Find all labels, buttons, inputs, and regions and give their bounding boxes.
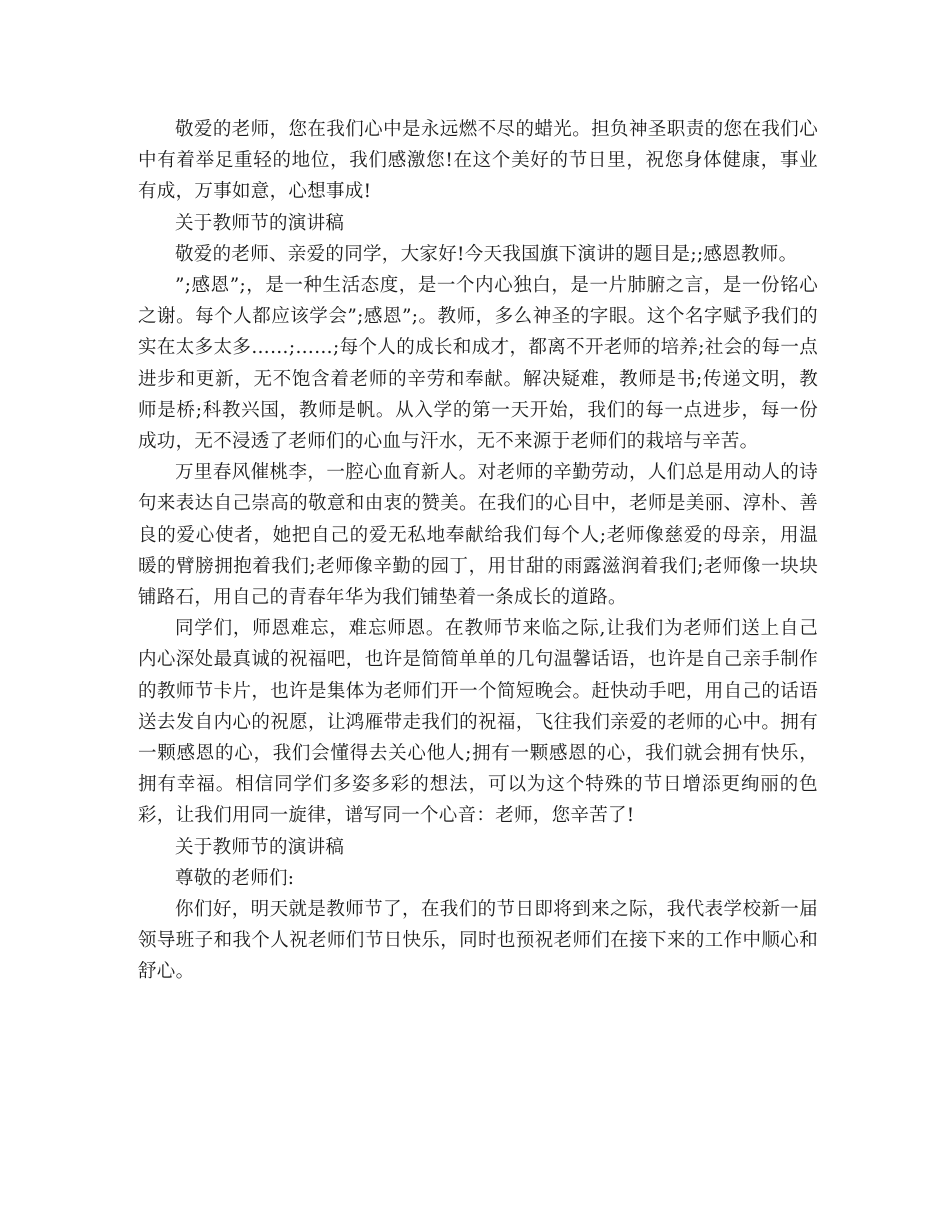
section-heading-1: 关于教师节的演讲稿 [175,212,345,234]
paragraph-classmates: 同学们，师恩难忘，难忘师恩。在教师节来临之际,让我们为老师们送上自己内心深处最真诚的祝福吧，也许是简简单单的几句温馨话语，也许是自己亲手制作的教师节卡片，也许是集体为老师们开一个简短晚会。赶快动手吧，用自己的话语送去发自内心的祝愿，让鸿雁带走我们的祝福，飞往我们亲爱的老师的心中。拥有一颗感恩的心，我们会懂得去关心他人;拥有一颗感恩的心，我们就会拥有快乐，拥有幸福。相信同学们多姿多彩的想法，可以为这个特殊的节日增添更绚丽的色彩，让我们用同一旋律，谱写同一个心音：老师，您辛苦了! [138,618,818,827]
paragraph-teachers-day: 你们好，明天就是教师节了，在我们的节日即将到来之际，我代表学校新一届领导班子和我个人祝老师们节日快乐，同时也预祝老师们在接下来的工作中顺心和舒心。 [138,899,818,983]
document-body [138,114,818,988]
paragraph-gratitude: ”;感恩”;，是一种生活态度，是一个内心独白，是一片肺腑之言，是一份铭心之谢。每个人都应该学会”;感恩”;。教师，多么神圣的字眼。这个名字赋予我们的实在太多太多……;……;每个人的成长和成才，都离不开老师的培养;社会的每一点进步和更新，无不饱含着老师的辛劳和奉献。解决疑难，教师是书;传递文明，教师是桥;科教兴国，教师是帆。从入学的第一天开始，我们的每一点进步，每一份成功，无不浸透了老师们的心血与汗水，无不来源于老师们的栽培与辛苦。 [138,275,818,453]
paragraph-greeting: 敬爱的老师、亲爱的同学，大家好!今天我国旗下演讲的题目是;;感恩教师。 [175,243,798,265]
section-heading-2: 关于教师节的演讲稿 [175,836,345,858]
paragraph-blessing: 敬爱的老师，您在我们心中是永远燃不尽的蜡光。担负神圣职责的您在我们心中有着举足重轻的地位，我们感激您!在这个美好的节日里，祝您身体健康，事业有成，万事如意，心想事成! [138,119,818,203]
paragraph-salutation: 尊敬的老师们: [175,867,295,889]
paragraph-spring-breeze: 万里春风催桃李，一腔心血育新人。对老师的辛勤劳动，人们总是用动人的诗句来表达自己崇高的敬意和由衷的赞美。在我们的心目中，老师是美丽、淳朴、善良的爱心使者，她把自己的爱无私地奉献给我们每个人;老师像慈爱的母亲，用温暖的臂膀拥抱着我们;老师像辛勤的园丁，用甘甜的雨露滋润着我们;老师像一块块铺路石，用自己的青春年华为我们铺垫着一条成长的道路。 [138,462,818,609]
